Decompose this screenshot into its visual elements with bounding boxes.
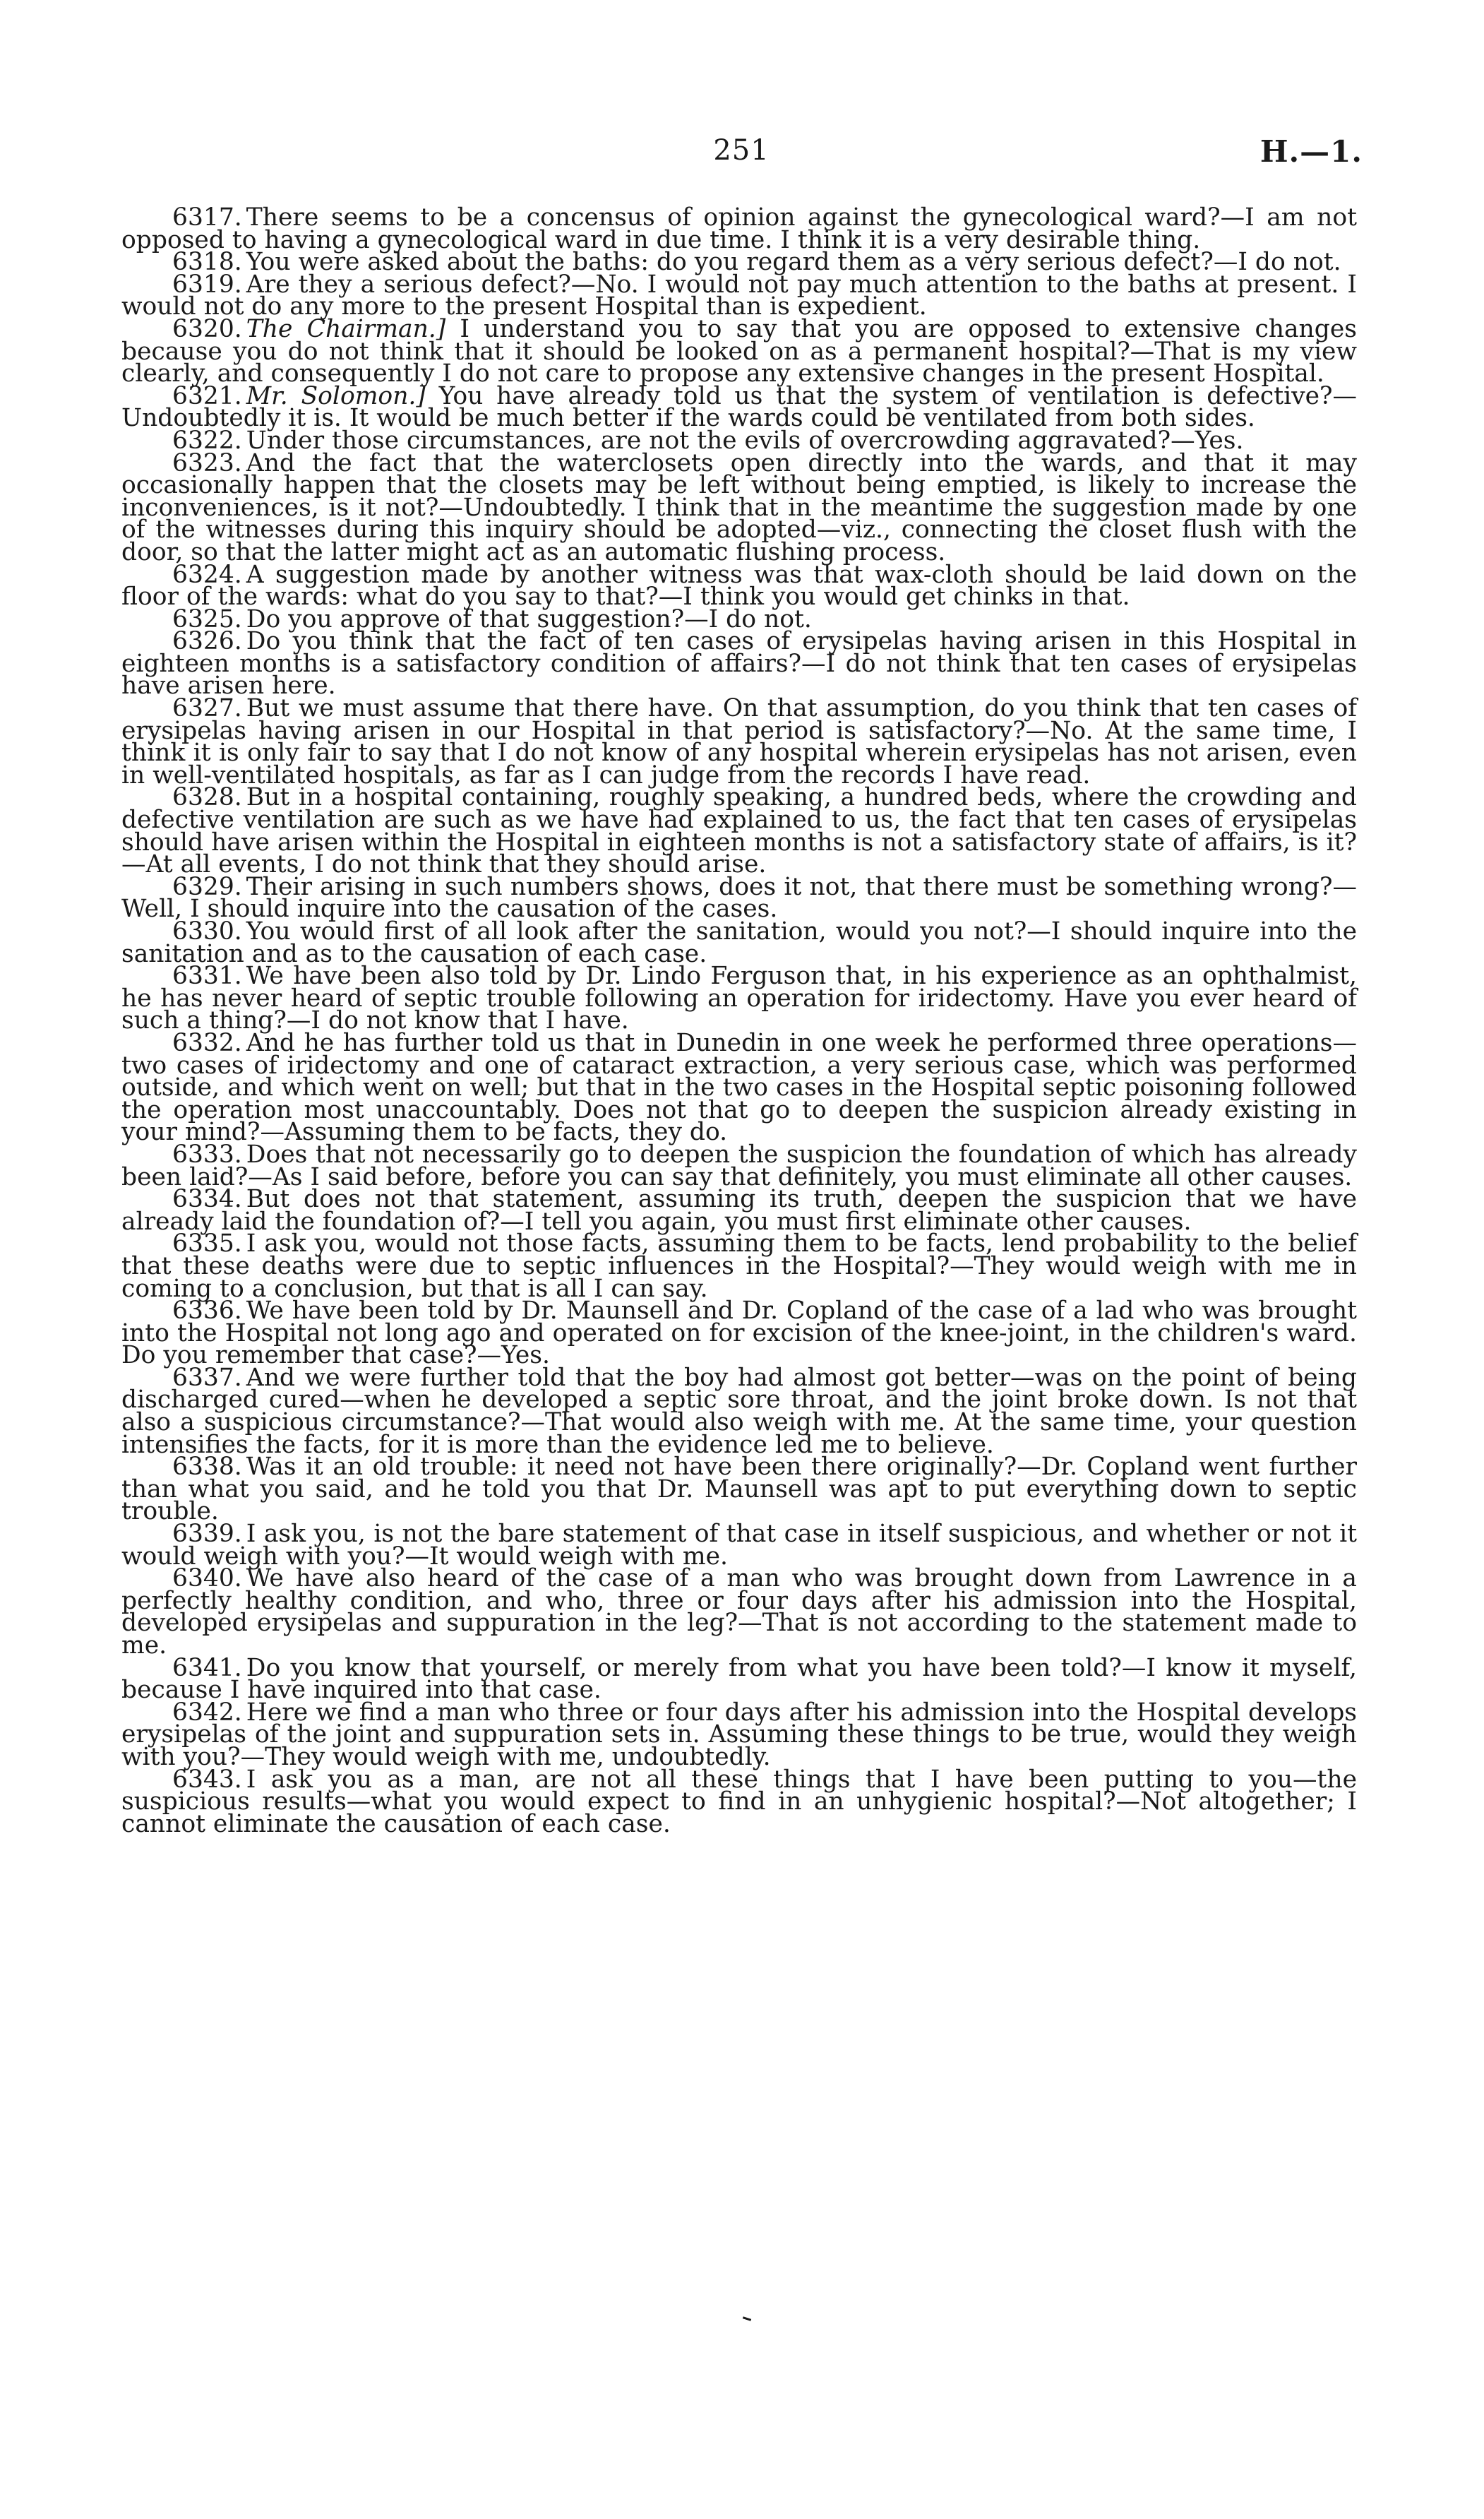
paragraph-text: We have also heard of the case of a man who was brought down from Lawrence in a perfectly healthy condition, and who, three or four days after his admission into the Hospital, developed erysipelas and suppuration in the leg?—That is not according to the statement made to me. bbox=[121, 1564, 1357, 1660]
question-number: 6324. bbox=[172, 560, 242, 589]
question-answer-paragraph bbox=[121, 1185, 1357, 1236]
paragraph-text: I ask you, would not those facts, assuming them to be facts, lend probability to the belief that these deaths were due to septic influences in the Hospital?—They would weigh with me in coming to a conclusion, but that is all I can say. bbox=[121, 1229, 1357, 1303]
question-number: 6340. bbox=[172, 1564, 242, 1593]
question-number: 6337. bbox=[172, 1363, 242, 1392]
paragraph-text: You have already told us that the system of ventilation is defective?—Undoubtedly it is. It would be much better if the wards could be ventilated from both sides. bbox=[121, 381, 1358, 433]
question-answer-paragraph bbox=[121, 1297, 1357, 1370]
paragraph-text: There seems to be a concensus of opinion against the gynecological ward?—I am not opposed to having a gynecological ward in due time. I think it is a very desirable thing. bbox=[121, 203, 1357, 254]
question-answer-paragraph bbox=[121, 1653, 1357, 1705]
question-number: 6341. bbox=[172, 1653, 242, 1682]
paragraph-text: Under those circumstances, are not the evils of overcrowding aggravated?—Yes. bbox=[246, 426, 1244, 455]
question-answer-paragraph bbox=[121, 560, 1357, 612]
question-number: 6323. bbox=[172, 448, 242, 477]
paragraph-text: You were asked about the baths: do you regard them as a very serious defect?—I do not. bbox=[246, 248, 1341, 277]
question-answer-paragraph bbox=[121, 1765, 1357, 1838]
question-number: 6320. bbox=[172, 314, 242, 343]
document-reference: H.—1. bbox=[1259, 134, 1363, 169]
question-answer-paragraph bbox=[121, 448, 1357, 566]
question-answer-paragraph bbox=[121, 270, 1357, 321]
paragraph-text: And we were further told that the boy had almost got better—was on the point of being discharged cured—when he developed a septic sore throat, and the joint broke down. Is not that also a suspicious circumstance?—That would also weigh with me. At the same time, your question intensifies the facts, for it is more than the evidence led me to believe. bbox=[121, 1363, 1357, 1459]
question-answer-paragraph bbox=[121, 1520, 1357, 1571]
paragraph-text: And he has further told us that in Dunedin in one week he performed three operations—two cases of iridectomy and one of cataract extraction, a very serious case, which was performed outside, and which went on well; but that in the two cases in the Hospital septic poisoning followed the operation most unaccountably. Does not that go to deepen the suspicion already existing in your mind?—Assuming them to be facts, they do. bbox=[121, 1028, 1357, 1147]
speaker-label: The Chairman.] bbox=[246, 314, 446, 343]
question-number: 6343. bbox=[172, 1765, 242, 1794]
question-number: 6336. bbox=[172, 1297, 242, 1326]
question-answer-paragraph bbox=[121, 381, 1358, 433]
question-number: 6328. bbox=[172, 783, 242, 812]
paragraph-text: We have been also told by Dr. Lindo Ferguson that, in his experience as an ophthalmist, he has never heard of septic trouble following an operation for iridectomy. Have you ever heard of such a thing?—I do not know that I have. bbox=[121, 962, 1357, 1035]
question-answer-paragraph bbox=[121, 872, 1357, 924]
question-answer-paragraph bbox=[121, 694, 1357, 790]
question-number: 6326. bbox=[172, 627, 242, 656]
paragraph-text: And the fact that the waterclosets open directly into the wards, and that it may occasionally happen that the closets may be left without being emptied, is likely to increase the inconveniences, is it not?—Undoubtedly. I think that in the meantime the suggestion made by one of the witnesses during this inquiry should be adopted—viz., connecting the closet flush with the door, so that the latter might act as an automatic flushing process. bbox=[121, 448, 1357, 566]
speaker-label: Mr. Solomon.] bbox=[246, 381, 426, 410]
question-answer-paragraph bbox=[121, 783, 1357, 879]
paragraph-text: But we must assume that there have. On that assumption, do you think that ten cases of erysipelas having arisen in our Hospital in that period is satisfactory?—No. At the same time, I think it is only fair to say that I do not know of any hospital wherein erysipelas has not arisen, even in well-ventilated hospitals, as far as I can judge from the records I have read. bbox=[121, 694, 1357, 790]
question-number: 6331. bbox=[172, 962, 242, 991]
question-answer-paragraph bbox=[121, 627, 1357, 701]
paragraph-text: A suggestion made by another witness was that wax-cloth should be laid down on the floor of the wards: what do you say to that?—I think you would get chinks in that. bbox=[121, 560, 1357, 612]
question-answer-paragraph bbox=[121, 1229, 1357, 1303]
ink-mark bbox=[743, 2316, 751, 2321]
paragraph-text: I ask you, is not the bare statement of that case in itself suspicious, and whether or not it would weigh with you?—It would weigh with me. bbox=[121, 1520, 1357, 1571]
paragraph-text: I ask you as a man, are not all these things that I have been putting to you—the suspicious results—what you would expect to find in an unhygienic hospital?—Not altogether; I cannot eliminate the causation of each case. bbox=[121, 1765, 1357, 1838]
question-number: 6335. bbox=[172, 1229, 242, 1258]
question-number: 6329. bbox=[172, 872, 242, 901]
question-number: 6322. bbox=[172, 426, 242, 455]
question-answer-paragraph bbox=[121, 1140, 1357, 1191]
question-answer-paragraph bbox=[121, 203, 1357, 254]
question-number: 6318. bbox=[172, 248, 242, 277]
question-number: 6330. bbox=[172, 917, 242, 946]
paragraph-text: Do you think that the fact of ten cases of erysipelas having arisen in this Hospital in eighteen months is a satisfactory condition of affairs?—I do not think that ten cases of erysipelas have arisen here. bbox=[121, 627, 1357, 701]
paragraph-text: Does that not necessarily go to deepen the suspicion the foundation of which has already been laid?—As I said before, before you can say that definitely, you must eliminate all other causes. bbox=[121, 1140, 1357, 1191]
paragraph-text: Are they a serious defect?—No. I would not pay much attention to the baths at present. I would not do any more to the present Hospital than is expedient. bbox=[121, 270, 1357, 321]
question-number: 6317. bbox=[172, 203, 242, 232]
paragraph-text: But does not that statement, assuming its truth, deepen the suspicion that we have already laid the foundation of?—I tell you again, you must first eliminate other causes. bbox=[121, 1185, 1357, 1236]
paragraph-text: Was it an old trouble: it need not have been there originally?—Dr. Copland went further than what you said, and he told you that Dr. Maunsell was apt to put everything down to septic trouble. bbox=[121, 1453, 1357, 1526]
question-answer-paragraph bbox=[121, 1028, 1357, 1147]
question-answer-paragraph bbox=[121, 1698, 1357, 1771]
question-answer-paragraph bbox=[121, 1453, 1357, 1526]
question-number: 6342. bbox=[172, 1698, 242, 1727]
question-number: 6325. bbox=[172, 605, 242, 633]
question-number: 6319. bbox=[172, 270, 242, 299]
paragraph-text: You would first of all look after the sanitation, would you not?—I should inquire into the sanitation and as to the causation of each case. bbox=[121, 917, 1357, 968]
question-answer-paragraph bbox=[121, 917, 1357, 968]
paragraph-text: Do you know that yourself, or merely from what you have been told?—I know it myself, because I have inquired into that case. bbox=[121, 1653, 1357, 1705]
page-number: 251 bbox=[713, 134, 770, 167]
question-answer-paragraph bbox=[121, 1564, 1357, 1660]
question-number: 6321. bbox=[172, 381, 242, 410]
question-answer-paragraph bbox=[121, 962, 1357, 1035]
paragraph-text: I understand you to say that you are opposed to extensive changes because you do not think that it should be looked on as a permanent hospital?—That is my view clearly, and consequently I do not care to propose any extensive changes in the present Hospital. bbox=[121, 314, 1357, 388]
question-number: 6332. bbox=[172, 1028, 242, 1057]
page-header bbox=[120, 134, 1363, 177]
paragraph-text: Their arising in such numbers shows, does it not, that there must be something wrong?—Well, I should inquire into the causation of the cases. bbox=[121, 872, 1357, 924]
paragraph-text: We have been told by Dr. Maunsell and Dr. Copland of the case of a lad who was brought into the Hospital not long ago and operated on for excision of the knee-joint, in the children's ward. Do you remember that case?—Yes. bbox=[121, 1297, 1357, 1370]
evidence-transcript bbox=[121, 203, 1358, 1838]
paragraph-text: But in a hospital containing, roughly speaking, a hundred beds, where the crowding and defective ventilation are such as we have had explained to us, the fact that ten cases of erysipelas should have arisen within the Hospital in eighteen months is not a satisfactory state of affairs, is it?—At all events, I do not think that they should arise. bbox=[121, 783, 1357, 879]
question-number: 6327. bbox=[172, 694, 242, 723]
question-number: 6338. bbox=[172, 1453, 242, 1482]
question-answer-paragraph bbox=[121, 314, 1357, 388]
question-answer-paragraph bbox=[121, 1363, 1357, 1459]
question-number: 6333. bbox=[172, 1140, 242, 1169]
question-number: 6334. bbox=[172, 1185, 242, 1214]
paragraph-text: Do you approve of that suggestion?—I do not. bbox=[246, 605, 812, 633]
question-number: 6339. bbox=[172, 1520, 242, 1549]
paragraph-text: Here we find a man who three or four days after his admission into the Hospital develops erysipelas of the joint and suppuration sets in. Assuming these things to be true, would they weigh with you?—They would weigh with me, undoubtedly. bbox=[121, 1698, 1357, 1771]
